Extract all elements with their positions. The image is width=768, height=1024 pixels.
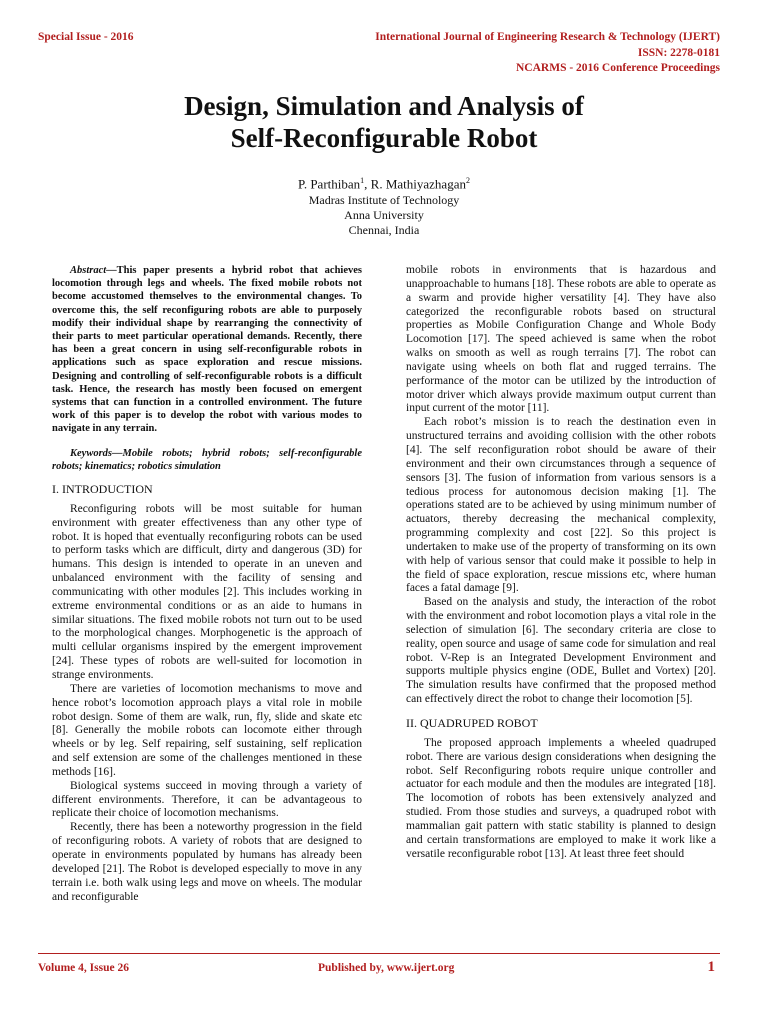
left-column <box>52 264 362 904</box>
title-line-2: Self-Reconfigurable Robot <box>230 123 538 153</box>
abstract <box>52 264 362 436</box>
intro-paragraph-5: Each robot’s mission is to reach the destination even in unstructured terrains and avoiding collision with the other robots [4]. The self reconfiguration robot should be aware of their environment and their own circumstances through a sequence of sensors [3]. The fusion of information from various sensors is a tedious process for autonomous decision making [1]. The operations stated are to be achieved by using minimum number of actuators, thereby decreasing the mechanical complexity, programming complexity and cost [22]. So this project is undertaken to make use of the property of transforming on its own with help of various sensor that could make it possible to help in the field of space exploration, rescue missions etc, where human faces a fatal damage [9]. <box>406 416 716 595</box>
intro-paragraph-4: Recently, there has been a noteworthy progression in the field of reconfiguring robots. A variety of robots that are designed to operate in environments populated by humans has already been developed [21]. The Robot is developed especially to move in any terrain i.e. both walk using legs and move on wheels. The modular and reconfigurable <box>52 821 362 903</box>
header-journal: International Journal of Engineering Research & Technology (IJERT) <box>375 31 720 43</box>
section-heading-quadruped: II. QUADRUPED ROBOT <box>406 716 538 730</box>
intro-paragraph-2: There are varieties of locomotion mechanisms to move and hence robot’s locomotion approach plays a vital role in mobile robot design. Some of them are walk, run, fly, slide and skate etc [8]. Generally the mobile robots can locomote either through wheels or by leg. Self repairing, self sustaining, self replication and self extension are some of the challenges mentioned in these methods [16]. <box>52 682 362 778</box>
intro-paragraph-continued: mobile robots in environments that is hazardous and unapproachable to humans [18]. These robots are able to operate as a swarm and provide higher versatility [4]. They have also categorized the reconfigurable robots based on structural properties as Mobile Configuration Change and Whole Body Locomotion [17]. The speed achieved is same when the robot walks on smooth as well as rough terrains [7]. The robot can navigate using wheels on both flat and rugged terrains. The performance of the motor can be utilized by the introduction of motor driver which always provide maximum output current than input current of the motor [11]. <box>406 264 716 415</box>
keywords: Keywords—Mobile robots; hybrid robots; self-reconfigurable robots; kinematics; robotics simulation <box>52 447 362 472</box>
author-1-affiliation-mark: 1 <box>360 176 365 185</box>
affiliation-institute: Madras Institute of Technology <box>308 193 460 207</box>
right-column <box>406 264 716 861</box>
title-line-1: Design, Simulation and Analysis of <box>184 91 584 121</box>
section-heading-introduction: I. INTRODUCTION <box>52 482 153 497</box>
author-2: R. Mathiyazhagan <box>370 176 466 192</box>
intro-paragraph-3: Biological systems succeed in moving through a variety of different environments. Therefore, it can be advantageous to replicate their choice of locomotion mechanisms. <box>52 779 362 820</box>
author-2-affiliation-mark: 2 <box>465 176 470 185</box>
header-issn: ISSN: 2278-0181 <box>637 47 720 59</box>
author-1: P. Parthiban <box>298 176 361 192</box>
header-proceedings: NCARMS - 2016 Conference Proceedings <box>516 62 720 74</box>
abstract-text: —This paper presents a hybrid robot that achieves locomotion through legs and wheels. The fixed mobile robots not become accustomed themselves to the environmental changes. To overcome this, the self reconfiguring robots are able to purposely modify their individual shape by rearranging the connectivity of their parts to meet particular operational demands. Recently, there has been a great concern in using self-reconfigurable robots in applications such as space exploration and rescue missions. Designing and controlling of self-reconfigurable robots is a difficult task. Hence, the research has mostly been focused on emergent systems that can function in a controlled environment. The future work of this paper is to develop the robot with various modes to navigate in any terrain. <box>52 265 362 435</box>
footer-publisher: Published by, www.ijert.org <box>318 962 455 974</box>
header-issue: Special Issue - 2016 <box>38 31 134 43</box>
intro-paragraph-1: Reconfiguring robots will be most suitable for human environment with greater effectiveness than any other type of robot. It is hoped that eventually reconfiguring robots can be used to perform tasks which are difficult, dirty and dangerous (3D) for humans. This design is intended to operate in an uneven and unbalanced environment with the facility of sensing and communicating with other modules [2]. This includes working in extreme environmental conditions or as an aide to humans in similar situations. The fixed mobile robots not turn out to be used to the morphological changes. Morphogenetic is the approach of multi cellular organisms inspired by the emergent improvement [24]. These types of robots are well-suited for locomotion in strange environments. <box>52 502 362 682</box>
affiliation-location: Chennai, India <box>348 223 420 237</box>
author-separator: , <box>364 176 371 192</box>
paper-title <box>0 90 768 154</box>
footer-volume: Volume 4, Issue 26 <box>38 962 129 974</box>
footer-divider <box>38 953 720 954</box>
author-list <box>0 176 768 192</box>
affiliation-university: Anna University <box>344 208 424 222</box>
abstract-label: Abstract <box>70 265 107 276</box>
intro-paragraph-6: Based on the analysis and study, the interaction of the robot with the environment and robot locomotion plays a vital role in the selection of simulation [6]. The secondary criteria are close to reality, open source and usage of same code for simulation and real robot. V-Rep is an Integrated Development Environment and supports multiple physics engine (ODE, Bullet and Vortex) [20]. The simulation results have confirmed that the proposed method can effectively direct the robot to change their locomotion [5]. <box>406 596 716 706</box>
page-number: 1 <box>707 959 715 975</box>
quadruped-paragraph-1: The proposed approach implements a wheeled quadruped robot. There are various design considerations when designing the robot. Self Reconfiguring robots require unique controller and actuator for each module and then the modules are integrated [18]. The locomotion of robots has been extensively analyzed and studied. From those studies and surveys, a quadruped robot with mammalian gait pattern with static stability is planned to design and certain transformations are employed to make it work like a versatile reconfigurable robot [13]. At least three feet should <box>406 736 716 860</box>
